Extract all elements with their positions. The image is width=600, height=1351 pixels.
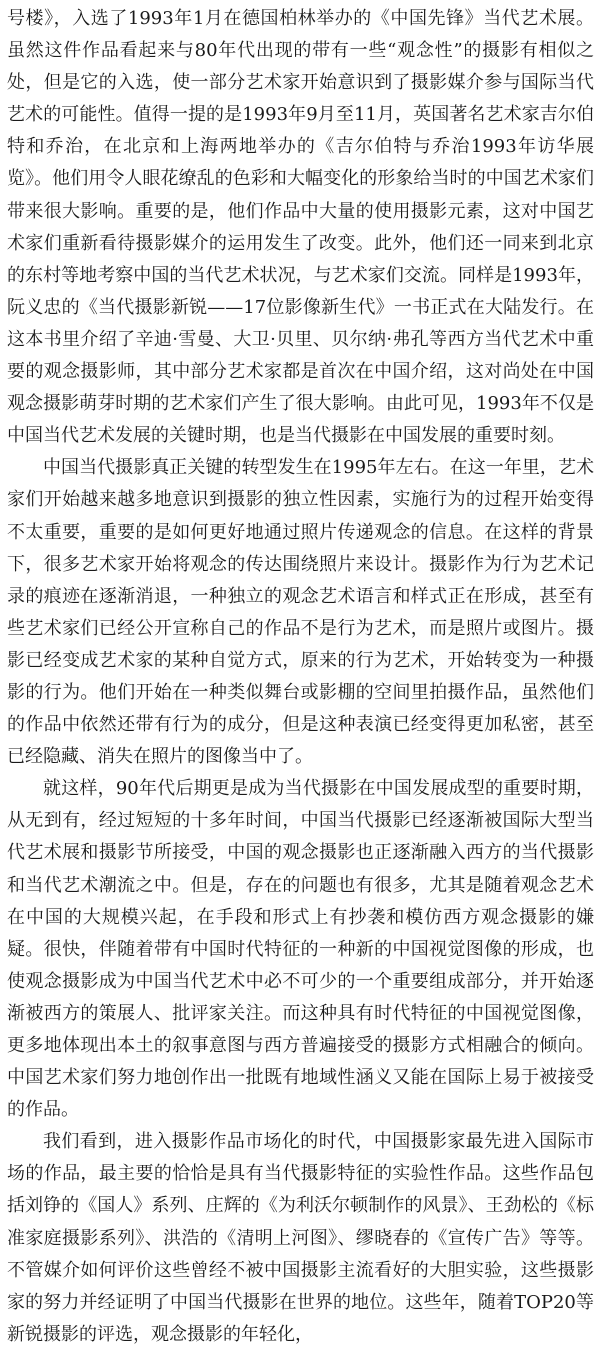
paragraph-1993-context: 号楼》，入选了1993年1月在德国柏林举办的《中国先锋》当代艺术展。虽然这件作品看起来与80年代出现的带有一些“观念性”的摄影有相似之处，但是它的入选，使一部分艺术家开始意识到了摄影媒介参与国际当代艺术的可能性。值得一提的是1993年9月至11月，英国著名艺术家吉尔伯特和乔治，在北京和上海两地举办的《吉尔伯特与乔治1993年访华展览》。他们用令人眼花缭乱的色彩和大幅变化的形象给当时的中国艺术家们带来很大影响。重要的是，他们作品中大量的使用摄影元素，这对中国艺术家们重新看待摄影媒介的运用发生了改变。此外，他们还一同来到北京的东村等地考察中国的当代艺术状况，与艺术家们交流。同样是1993年，阮义忠的《当代摄影新锐——17位影像新生代》一书正式在大陆发行。在这本书里介绍了辛迪·雪曼、大卫·贝里、贝尔纳·弗孔等西方当代艺术中重要的观念摄影师，其中部分艺术家都是首次在中国介绍，这对尚处在中国观念摄影萌芽时期的艺术家们产生了很大影响。由此可见，1993年不仅是中国当代艺术发展的关键时期，也是当代摄影在中国发展的重要时刻。	[7, 8, 594, 447]
document-body	[7, 0, 594, 1351]
paragraph-1995-transition: 中国当代摄影真正关键的转型发生在1995年左右。在这一年里，艺术家们开始越来越多地意识到摄影的独立性因素，实施行为的过程开始变得不太重要，重要的是如何更好地通过照片传递观念的信息。在这样的背景下，很多艺术家开始将观念的传达围绕照片来设计。摄影作为行为艺术记录的痕迹在逐渐消退，一种独立的观念艺术语言和样式正在形成，甚至有些艺术家们已经公开宣称自己的作品不是行为艺术，而是照片或图片。摄影已经变成艺术家的某种自觉方式，原来的行为艺术，开始转变为一种摄影的行为。他们开始在一种类似舞台或影棚的空间里拍摄作品，虽然他们的作品中依然还带有行为的成分，但是这种表演已经变得更加私密，甚至已经隐藏、消失在照片的图像当中了。	[7, 457, 594, 768]
paragraph-market-era: 我们看到，进入摄影作品市场化的时代，中国摄影家最先进入国际市场的作品，最主要的恰恰是具有当代摄影特征的实验性作品。这些作品包括刘铮的《国人》系列、庄辉的《为利沃尔顿制作的风景》、王劲松的《标准家庭摄影系列》、洪浩的《清明上河图》、缪晓春的《宣传广告》等等。不管媒介如何评价这些曾经不被中国摄影主流看好的大胆实验，这些摄影家的努力并经证明了中国当代摄影在世界的地位。这些年，随着TOP20等新锐摄影的评选，观念摄影的年轻化，	[7, 1131, 594, 1345]
paragraph-late-90s: 就这样，90年代后期更是成为当代摄影在中国发展成型的重要时期，从无到有，经过短短的十多年时间，中国当代摄影已经逐渐被国际大型当代艺术展和摄影节所接受，中国的观念摄影也正逐渐融入西方的当代摄影和当代艺术潮流之中。但是，存在的问题也有很多，尤其是随着观念艺术在中国的大规模兴起，在手段和形式上有抄袭和模仿西方观念摄影的嫌疑。很快，伴随着带有中国时代特征的一种新的中国视觉图像的形成，也使观念摄影成为中国当代艺术中必不可少的一个重要组成部分，并开始逐渐被西方的策展人、批评家关注。而这种具有时代特征的中国视觉图像，更多地体现出本土的叙事意图与西方普遍接受的摄影方式相融合的倾向。中国艺术家们努力地创作出一批既有地域性涵义又能在国际上易于被接受的作品。	[7, 778, 594, 1121]
